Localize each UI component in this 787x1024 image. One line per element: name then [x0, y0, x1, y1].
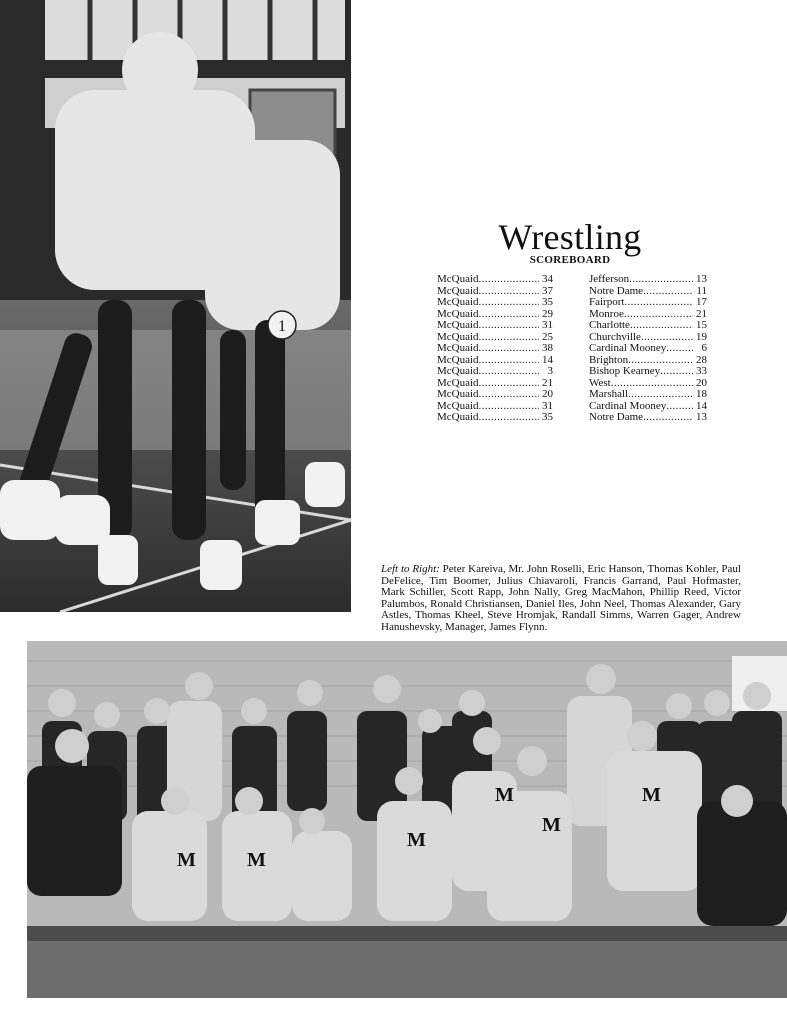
leader-dots	[666, 401, 693, 413]
leader-dots	[479, 389, 539, 401]
scoreboard-row-mcquaid	[437, 389, 553, 401]
team-photo-caption	[381, 564, 741, 634]
scoreboard-score: 31	[542, 399, 553, 412]
caption-lead: Left to Right:	[381, 563, 440, 575]
leader-dots	[624, 309, 693, 321]
leader-dots	[479, 332, 539, 344]
scoreboard-team: Jefferson	[589, 273, 630, 285]
scoreboard-score: 14	[696, 399, 707, 412]
scoreboard-score: 29	[542, 307, 553, 320]
scoreboard-row-mcquaid	[437, 343, 553, 355]
scoreboard-team: West	[589, 376, 611, 389]
scoreboard-team: Cardinal Mooney	[589, 399, 667, 412]
scoreboard-row-opponent	[589, 274, 707, 286]
scoreboard-row-mcquaid	[437, 320, 553, 332]
scoreboard-score: 20	[696, 376, 707, 389]
scoreboard-row-opponent	[589, 412, 707, 424]
scoreboard-score: 33	[696, 365, 707, 377]
scoreboard-team: McQuaid	[437, 353, 479, 366]
scoreboard-team: McQuaid	[437, 365, 479, 377]
scoreboard-score: 31	[542, 319, 553, 331]
scoreboard-row-opponent	[589, 366, 707, 378]
leader-dots	[479, 309, 539, 321]
scoreboard-team: McQuaid	[437, 399, 479, 412]
leader-dots	[479, 320, 539, 332]
scoreboard-score: 15	[696, 319, 707, 331]
scoreboard-team: Notre Dame	[589, 284, 644, 297]
leader-dots	[479, 274, 539, 286]
scoreboard-score: 37	[542, 284, 553, 297]
leader-dots	[479, 401, 539, 413]
page-title: Wrestling	[498, 217, 642, 258]
scoreboard-score: 18	[696, 388, 707, 400]
scoreboard-score: 3	[547, 365, 553, 377]
caption-names: Peter Kareiva, Mr. John Roselli, Eric Hanson, Thomas Kohler, Paul DeFelice, Tim Boomer, Julius Chiavaroli, Francis Garrand, Paul Hofmaster, Mark Schiller, Scott Rapp, John Nally, Greg MacMahon, Phillip Reed, Victor Palumbos, Ronald Christiansen, Daniel Iles, John Neel, Thomas Alexander, Gary Astles, Thomas Kheel, Steve Hromjak, Randall Simms, Warren Gager, Andrew Hanushevsky, Manager, James Flynn.	[381, 563, 741, 633]
scoreboard-row-mcquaid	[437, 412, 553, 424]
scoreboard-team: McQuaid	[437, 307, 479, 320]
scoreboard-row-opponent	[589, 343, 707, 355]
leader-dots	[479, 343, 539, 355]
scoreboard-heading: SCOREBOARD	[529, 254, 611, 266]
team-group-illustration	[27, 641, 787, 998]
scoreboard-score: 38	[542, 342, 553, 354]
scoreboard-score: 6	[701, 342, 707, 354]
wrestlers-huddle-illustration	[0, 0, 351, 612]
scoreboard-score: 21	[696, 307, 707, 320]
scoreboard-team: McQuaid	[437, 330, 479, 343]
team-group-photo	[27, 641, 787, 998]
scoreboard-score: 19	[696, 330, 707, 343]
leader-dots	[479, 378, 539, 390]
leader-dots	[479, 286, 539, 298]
leader-dots	[666, 343, 693, 355]
scoreboard-row-mcquaid	[437, 274, 553, 286]
scoreboard-team: McQuaid	[437, 273, 479, 285]
scoreboard-row-opponent	[589, 320, 707, 332]
scoreboard-score: 21	[542, 376, 553, 389]
team-letter: M	[407, 829, 426, 851]
leader-dots	[643, 412, 693, 424]
scoreboard-score: 11	[696, 284, 707, 297]
scoreboard-team: Charlotte	[589, 319, 630, 331]
scoreboard-team: Fairport	[589, 296, 625, 308]
scoreboard-opponent-column	[589, 274, 707, 424]
scoreboard-team: Marshall	[589, 388, 629, 400]
leader-dots	[630, 320, 693, 332]
scoreboard-mcquaid-column	[437, 274, 553, 424]
scoreboard-score: 35	[542, 411, 553, 423]
scoreboard-score: 20	[542, 388, 553, 400]
leader-dots	[624, 297, 693, 309]
team-letter: M	[247, 849, 266, 871]
team-letter: M	[177, 849, 196, 871]
leader-dots	[628, 389, 693, 401]
scoreboard-team: Notre Dame	[589, 411, 644, 423]
scoreboard-team: McQuaid	[437, 342, 479, 354]
team-letter: M	[542, 814, 561, 836]
leader-dots	[660, 366, 693, 378]
scoreboard-row-opponent	[589, 297, 707, 309]
scoreboard-team: Monroe	[589, 307, 624, 320]
team-letter: M	[642, 784, 661, 806]
scoreboard-score: 28	[696, 353, 707, 366]
scoreboard-team: Brighton	[589, 353, 629, 366]
scoreboard-score: 25	[542, 330, 553, 343]
wrestlers-huddle-photo	[0, 0, 351, 612]
leader-dots	[479, 297, 539, 309]
scoreboard-team: McQuaid	[437, 319, 479, 331]
scoreboard-team: Cardinal Mooney	[589, 342, 667, 354]
scoreboard-team: McQuaid	[437, 411, 479, 423]
leader-dots	[479, 366, 539, 378]
scoreboard-team: Bishop Kearney	[589, 365, 661, 377]
scoreboard-team: McQuaid	[437, 284, 479, 297]
scoreboard-row-opponent	[589, 389, 707, 401]
scoreboard-score: 13	[696, 273, 707, 285]
scoreboard-team: Churchville	[589, 330, 641, 343]
jersey-number: 1	[278, 318, 286, 335]
leader-dots	[479, 355, 539, 367]
leader-dots	[479, 412, 539, 424]
team-letter: M	[495, 784, 514, 806]
scoreboard-score: 14	[542, 353, 553, 366]
scoreboard-score: 35	[542, 296, 553, 308]
scoreboard-row-mcquaid	[437, 366, 553, 378]
scoreboard-score: 13	[696, 411, 707, 423]
scoreboard-score: 34	[542, 273, 553, 285]
scoreboard-score: 17	[696, 296, 707, 308]
leader-dots	[629, 274, 693, 286]
scoreboard-row-mcquaid	[437, 297, 553, 309]
scoreboard-team: McQuaid	[437, 296, 479, 308]
scoreboard-team: McQuaid	[437, 388, 479, 400]
leader-dots	[643, 286, 693, 298]
scoreboard-team: McQuaid	[437, 376, 479, 389]
